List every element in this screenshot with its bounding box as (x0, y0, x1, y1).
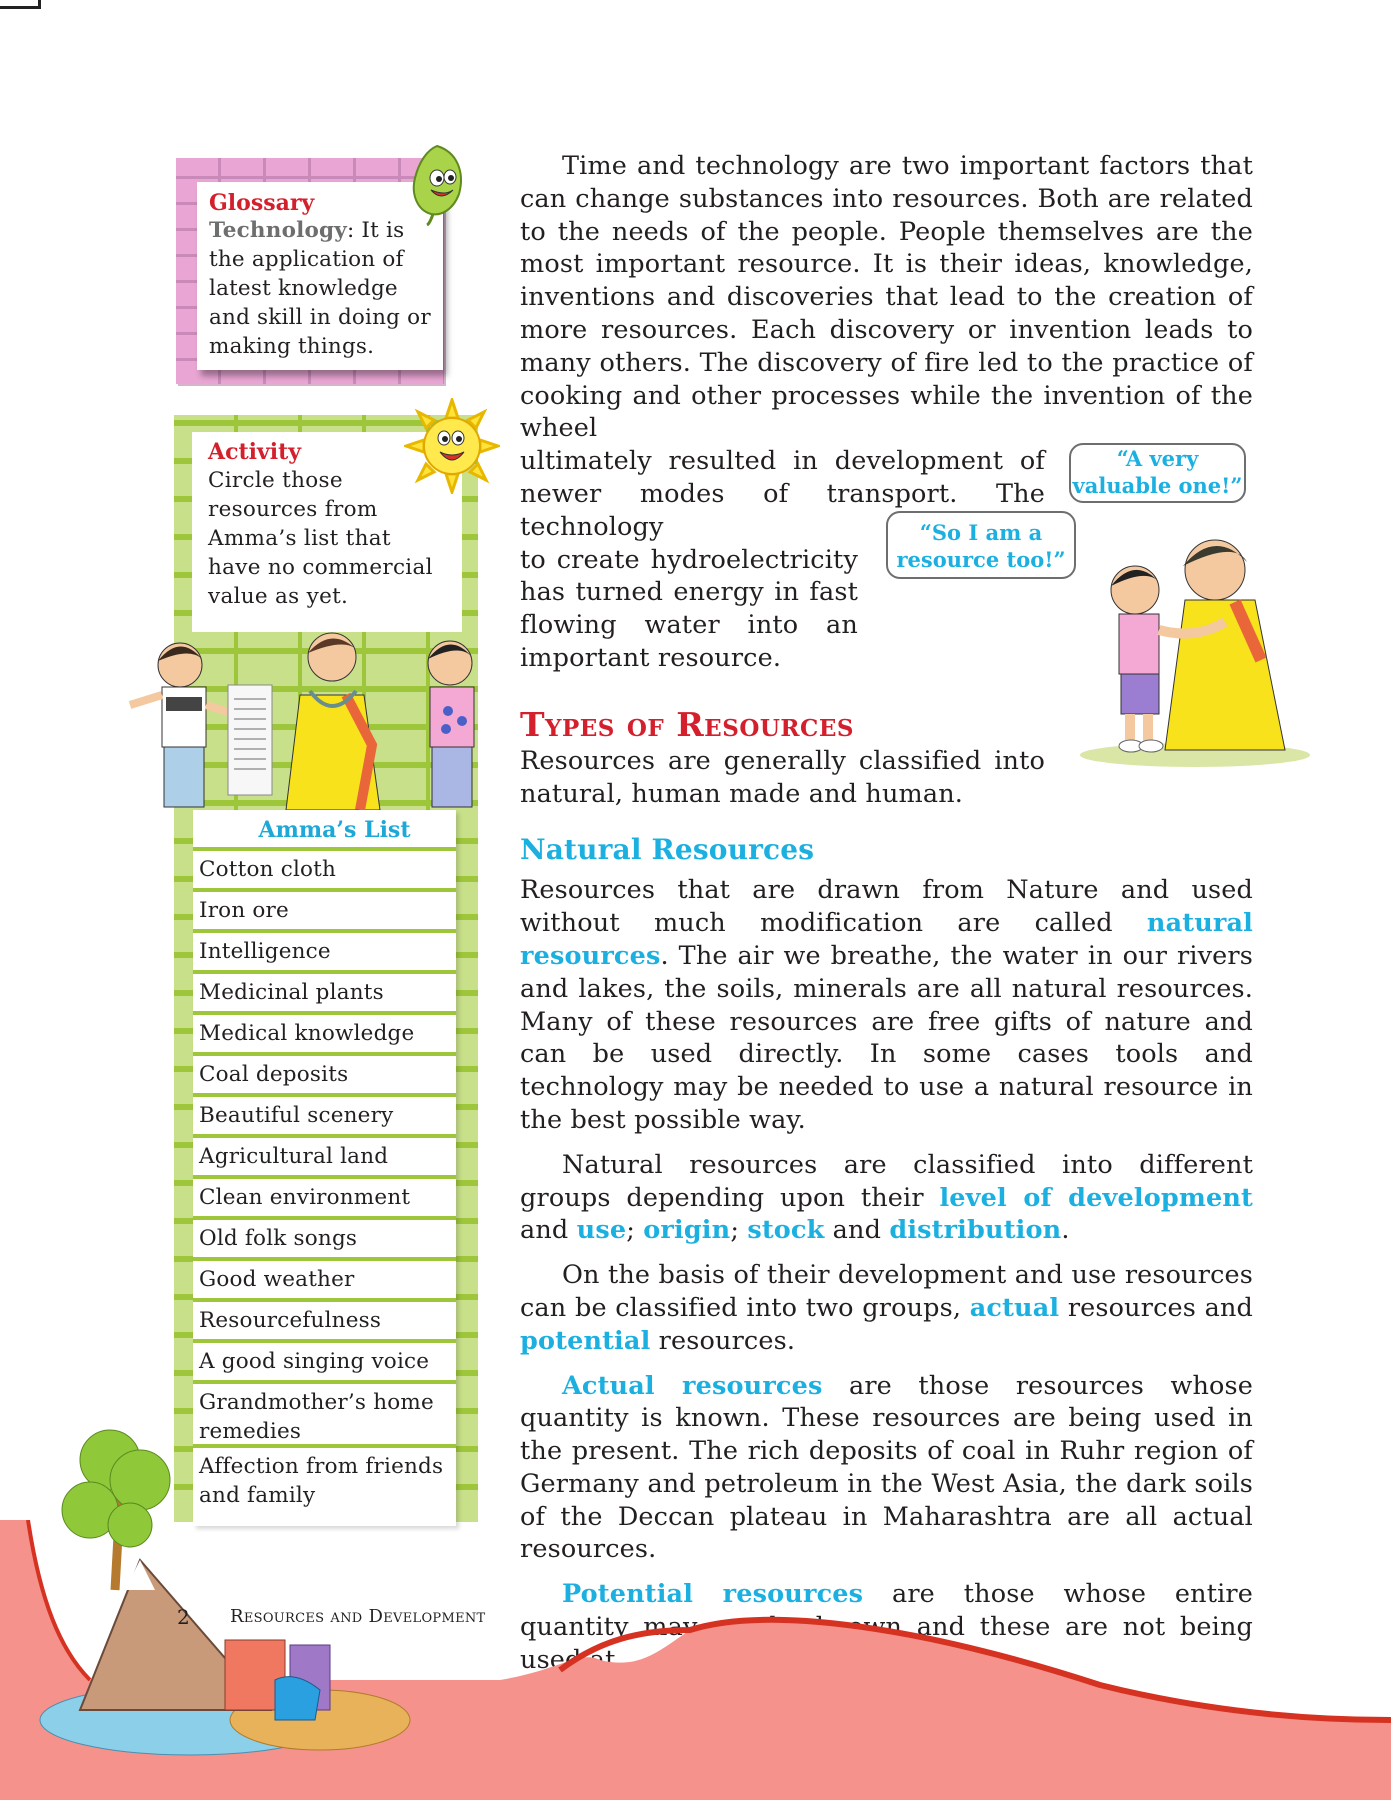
glossary-term: Technology (209, 218, 347, 243)
ammas-list-title: Amma’s List (193, 810, 456, 851)
keyword: natural resources (520, 908, 1253, 971)
potential-resources-paragraph: Potential resources are those whose entire quantity may not be known and these are not being used at (520, 1579, 1253, 1675)
keyword: origin (643, 1215, 731, 1246)
natural-paragraph-3: On the basis of their development and use resources can be classified into two groups, actual resources and potential resources. (520, 1260, 1254, 1356)
ammas-list-table (193, 810, 456, 1526)
keyword: actual (969, 1292, 1060, 1323)
glossary-title: Glossary (209, 190, 315, 216)
list-item[interactable]: Medical knowledge (193, 1015, 456, 1056)
list-item[interactable]: Medicinal plants (193, 974, 456, 1015)
keyword: use (576, 1215, 627, 1246)
glossary-definition: Technology: It is the application of latest knowledge and skill in doing or making things. (209, 218, 431, 359)
keyword: level of development (939, 1182, 1253, 1213)
leaf-mascot-icon (407, 142, 465, 226)
keyword: potential (520, 1325, 651, 1356)
list-item[interactable]: Good weather (193, 1261, 456, 1302)
crop-mark (0, 0, 41, 9)
list-item[interactable]: Intelligence (193, 933, 456, 974)
list-item[interactable]: Agricultural land (193, 1138, 456, 1179)
section-title-types-of-resources: Types of Resources (520, 704, 854, 744)
mother-hugging-child-illustration (1075, 510, 1315, 770)
intro-paragraph-end: to create hydroelectricity has turned energy in fast flowing water into an important resource. (520, 544, 858, 673)
list-item[interactable]: Grandmother’s home remedies (193, 1384, 456, 1448)
keyword: Potential resources (562, 1579, 864, 1610)
children-with-amma-illustration (110, 625, 510, 810)
page-number: 2 (177, 1605, 190, 1629)
list-item[interactable]: Affection from friends and family (199, 1454, 444, 1508)
main-text-column (520, 150, 1253, 1677)
actual-resources-paragraph: Actual resources are those resources whose quantity is known. These resources are being used in the present. The rich deposits of coal in Ruhr region of Germany and petroleum in the West Asia, the dark soils of the Deccan plateau in Maharashtra are all actual resources. (520, 1370, 1253, 1565)
intro-paragraph: Time and technology are two important factors that can change substances into resources. Both are related to the needs of the people. People themselves are the most important resource. It is their ideas, knowledge, inventions and discoveries that lead to the creation of more resources. Each discovery or invention leads to many others. The discovery of fire led to the practice of cooking and other processes while the invention of the wheel (520, 151, 1253, 444)
list-item[interactable]: A good singing voice (193, 1343, 456, 1384)
sun-mascot-icon (404, 398, 500, 494)
list-item[interactable]: Iron ore (193, 892, 456, 933)
subsection-title-natural-resources: Natural Resources (520, 833, 815, 867)
list-item[interactable]: Cotton cloth (193, 851, 456, 892)
activity-title: Activity (208, 439, 302, 465)
list-item[interactable]: Coal deposits (193, 1056, 456, 1097)
activity-instruction: Circle those resources from Amma’s list that have no commercial value as yet. (208, 468, 433, 609)
intro-paragraph-continued: ultimately resulted in development of newer modes of transport. The technology (520, 446, 1045, 542)
list-item[interactable]: Resourcefulness (193, 1302, 456, 1343)
keyword: stock (747, 1215, 825, 1246)
natural-paragraph-1: Resources that are drawn from Nature and used without much modification are called natural resources. The air we breathe, the water in our rivers and lakes, the soils, minerals are all natural resources. Many of these resources are free gifts of nature and can be used directly. In some cases tools and technology may be needed to use a natural resource in the best possible way. (520, 875, 1253, 1135)
speech-bubble-mother: “A very valuable one!” (1069, 443, 1246, 503)
keyword: distribution (889, 1215, 1062, 1246)
running-head: Resources and Development (230, 1606, 486, 1627)
section-intro: Resources are generally classified into natural, human made and human. (520, 745, 1045, 809)
natural-paragraph-2: Natural resources are classified into different groups depending upon their level of development and use; origin; stock and distribution. (520, 1149, 1253, 1246)
list-item[interactable]: Clean environment (193, 1179, 456, 1220)
list-item[interactable]: Old folk songs (193, 1220, 456, 1261)
list-item[interactable]: Beautiful scenery (193, 1097, 456, 1138)
speech-bubble-child: “So I am a resource too!” (886, 511, 1076, 579)
keyword: Actual resources (562, 1370, 823, 1401)
